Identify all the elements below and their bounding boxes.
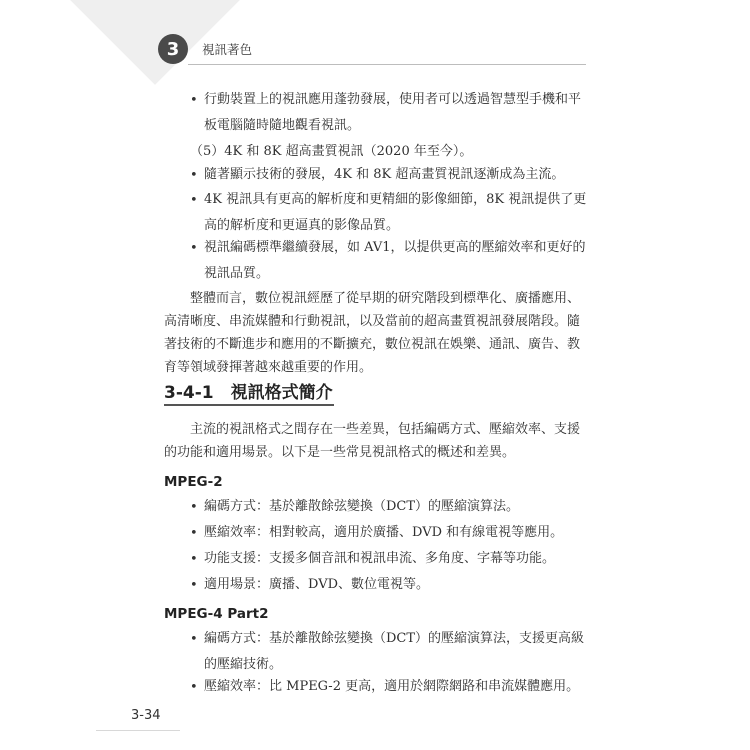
bullet-icon: • xyxy=(190,680,198,695)
list-item: 行動裝置上的視訊應用蓬勃發展，使用者可以透過智慧型手機和平板電腦隨時隨地觀看視訊。 xyxy=(204,92,582,133)
section-underline xyxy=(164,404,334,406)
list-item: 4K 視訊具有更高的解析度和更精細的影像細節，8K 視訊提供了更高的解析度和更逼真的影像品質。 xyxy=(204,192,587,233)
bullet-icon: • xyxy=(190,552,198,567)
summary-paragraph: 整體而言，數位視訊經歷了從早期的研究階段到標準化、廣播應用、高清晰度、串流媒體和行動視訊，以及當前的超高畫質視訊發展階段。隨著技術的不斷進步和應用的不斷擴充，數位視訊在娛樂、通訊、廣告、教育等領域發揮著越來越重要的作用。 xyxy=(164,291,581,375)
bullet-icon: • xyxy=(190,526,198,541)
bullet-icon: • xyxy=(190,193,198,208)
format-heading: MPEG-2 xyxy=(164,474,223,490)
section-intro: 主流的視訊格式之間存在一些差異，包括編碼方式、壓縮效率、支援的功能和適用場景。以下是一些常見視訊格式的概述和差異。 xyxy=(164,422,581,460)
bullet-icon: • xyxy=(190,93,198,108)
bullet-icon: • xyxy=(190,241,198,256)
list-item: 視訊編碼標準繼續發展，如 AV1，以提供更高的壓縮效率和更好的視訊品質。 xyxy=(204,240,586,281)
chapter-title: 視訊著色 xyxy=(202,42,253,57)
bullet-icon: • xyxy=(190,578,198,593)
footer-divider xyxy=(96,730,180,731)
era-heading: （5）4K 和 8K 超高畫質視訊（2020 年至今）。 xyxy=(190,144,473,159)
list-item: 編碼方式：基於離散餘弦變換（DCT）的壓縮演算法。 xyxy=(204,499,520,514)
list-item: 適用場景：廣播、DVD、數位電視等。 xyxy=(204,577,430,592)
section-title: 3-4-1 視訊格式簡介 xyxy=(164,383,333,403)
list-item: 隨著顯示技術的發展，4K 和 8K 超高畫質視訊逐漸成為主流。 xyxy=(204,167,565,182)
list-item: 壓縮效率：相對較高，適用於廣播、DVD 和有線電視等應用。 xyxy=(204,525,564,540)
bullet-icon: • xyxy=(190,168,198,183)
bullet-icon: • xyxy=(190,632,198,647)
chapter-number-badge: 3 xyxy=(158,34,188,64)
page-number: 3-34 xyxy=(131,708,161,723)
list-item: 功能支援：支援多個音訊和視訊串流、多角度、字幕等功能。 xyxy=(204,551,556,566)
list-item: 壓縮效率：比 MPEG-2 更高，適用於網際網路和串流媒體應用。 xyxy=(204,679,580,694)
bullet-icon: • xyxy=(190,500,198,515)
header-divider xyxy=(188,64,586,65)
format-heading: MPEG-4 Part2 xyxy=(164,606,269,622)
list-item: 編碼方式：基於離散餘弦變換（DCT）的壓縮演算法，支援更高級的壓縮技術。 xyxy=(204,631,585,672)
